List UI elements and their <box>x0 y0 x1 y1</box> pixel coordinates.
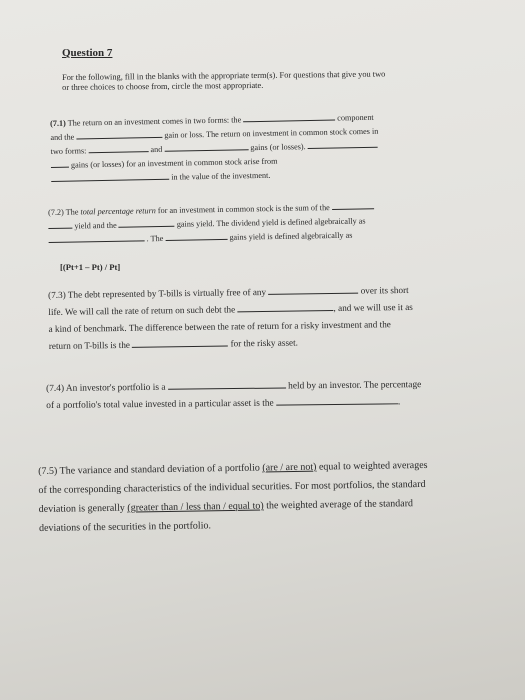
choice-are-are-not[interactable]: (are / are not) <box>262 461 317 474</box>
instructions-line-2: or three choices to choose from, circle the most appropriate. <box>62 80 264 92</box>
blank-field[interactable] <box>168 379 286 390</box>
question-label: (7.5) <box>38 465 58 477</box>
question-7-1: (7.1) The return on an investment comes in two forms: the component and the gain or loss. The return on investment in common stock comes in two forms: and gains (or losses). gains (or losses) for an investment in common stock arise from in the value of the investment. <box>50 112 379 182</box>
blank-field[interactable] <box>51 159 69 168</box>
instructions <box>62 70 386 93</box>
question-label: (7.4) <box>46 383 65 394</box>
blank-field[interactable] <box>119 218 175 227</box>
blank-field[interactable] <box>88 144 148 154</box>
blank-field[interactable] <box>132 337 228 348</box>
question-label: (7.3) <box>48 289 66 300</box>
question-label: (7.2) <box>48 207 64 217</box>
blank-field[interactable] <box>268 284 358 295</box>
question-7-2: (7.2) The total percentage return for an investment in common stock is the sum of the yield and the gains yield. The dividend yield is defined algebraically as . The gains yield is defined algebraically as <box>48 200 374 248</box>
blank-field[interactable] <box>164 142 248 152</box>
blank-field[interactable] <box>165 232 227 241</box>
blank-field[interactable] <box>48 220 72 229</box>
question-7-4: (7.4) An investor's portfolio is a held by an investor. The percentage of a portfolio's total value invested in a particular asset is the . <box>46 380 422 411</box>
blank-field[interactable] <box>243 112 335 122</box>
blank-field[interactable] <box>51 171 169 182</box>
blank-field[interactable] <box>276 395 398 406</box>
question-label: (7.1) <box>50 118 66 128</box>
blank-field[interactable] <box>48 233 144 243</box>
blank-field[interactable] <box>332 201 374 210</box>
question-7-5: (7.5) The variance and standard deviation of a portfolio (are / are not) equal to weighted averages of the corresponding characteristics of the individual securities. For most portfolios, the standard deviation is generally (greater than / less than / equal to) the weighted average of the standard deviations of the securities in the portfolio. <box>38 459 428 534</box>
blank-field[interactable] <box>308 139 378 149</box>
blank-field[interactable] <box>237 302 333 313</box>
choice-greater-less-equal[interactable]: (greater than / less than / equal to) <box>127 500 264 514</box>
question-7-3: (7.3) The debt represented by T-bills is virtually free of any over its short life. We will call the rate of return on such debt the , and we will use it as a kind of benchmark. The difference between the rate of return for a risky investment and the return on T-bills is the for the risky asset. <box>48 284 413 351</box>
capital-gains-formula: [(Pt+1 – Pt) / Pt] <box>60 262 121 272</box>
instructions-line-1: For the following, fill in the blanks with the appropriate term(s). For questions that give you two <box>62 69 386 82</box>
question-heading: Question 7 <box>62 47 113 59</box>
blank-field[interactable] <box>76 129 162 139</box>
